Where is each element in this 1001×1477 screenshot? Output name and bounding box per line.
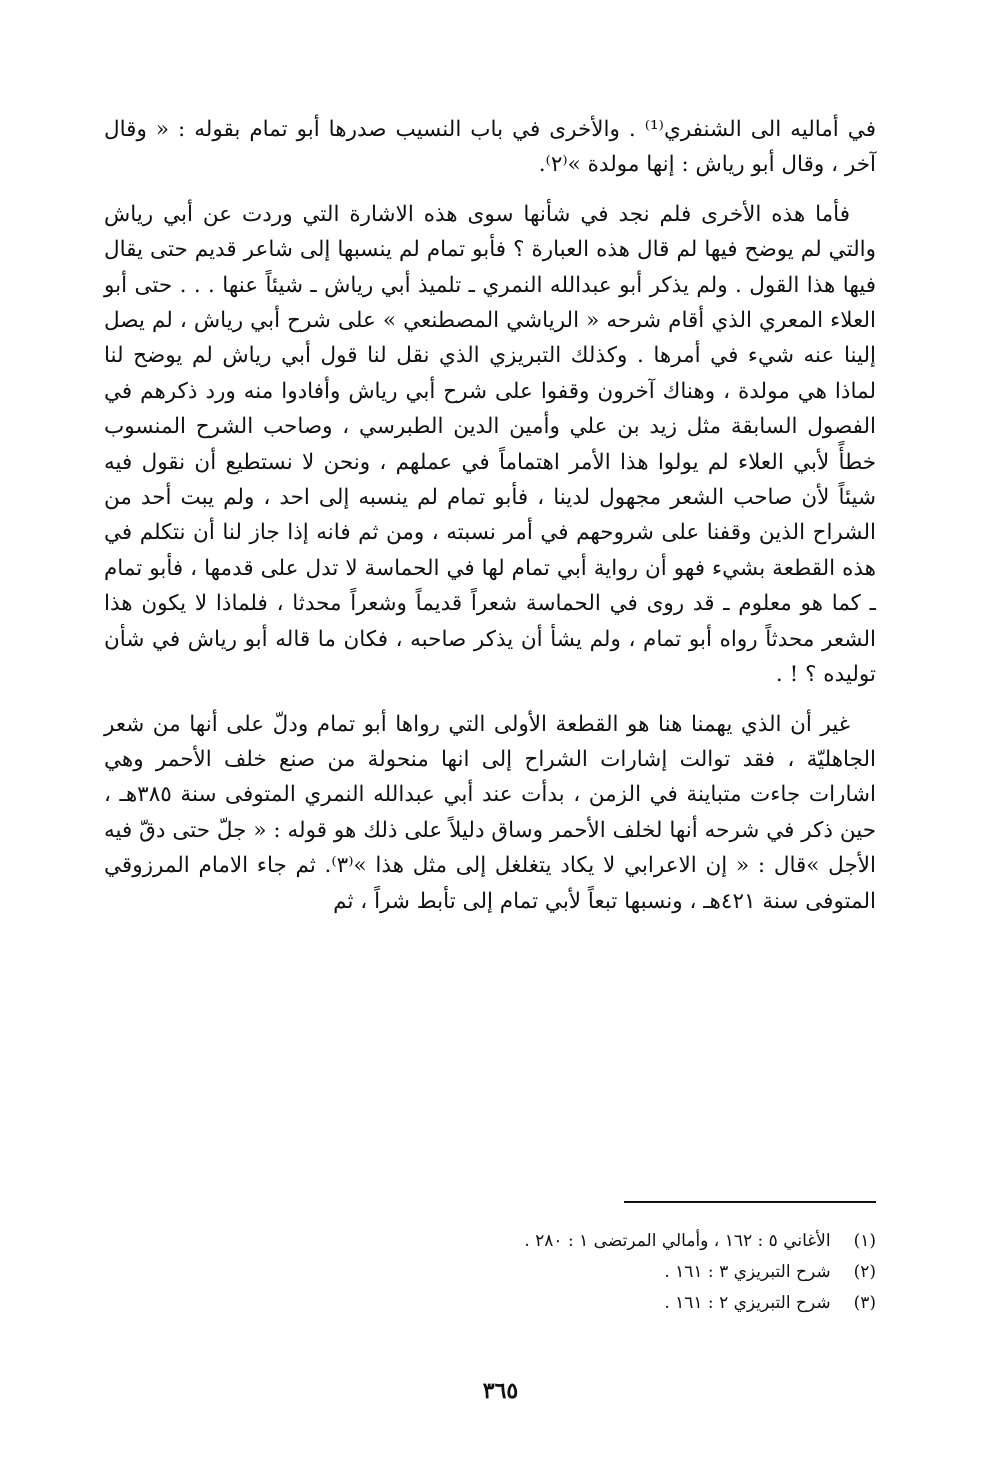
footnote-number: (٢) bbox=[853, 1262, 876, 1282]
footnote-text: شرح التبريزي ٣ : ١٦١ . bbox=[664, 1262, 831, 1282]
footnote-item bbox=[104, 1226, 876, 1257]
footnote-item bbox=[104, 1257, 876, 1288]
page-number: ٣٦٥ bbox=[482, 1378, 519, 1404]
footnote-item bbox=[104, 1288, 876, 1319]
paragraph: غير أن الذي يهمنا هنا هو القطعة الأولى التي رواها أبو تمام ودلّ على أنها من شعر الجاهليّة ، فقد توالت إشارات الشراح إلى انها منحولة من صنع خلف الأحمر وهي اشارات جاءت متباينة في الزمن ، بدأت عند أبي عبدالله النمري المتوفى سنة ٣٨٥هـ ، حين ذكر في شرحه أنها لخلف الأحمر وساق دليلاً على ذلك هو قوله : « جلّ حتى دقّ فيه الأجل »قال : « إن الاعرابي لا يكاد يتغلغل إلى مثل هذا »⁽٣⁾. ثم جاء الامام المرزوقي المتوفى سنة ٤٢١هـ ، ونسبها تبعاً لأبي تمام إلى تأبط شراً ، ثم bbox=[104, 711, 876, 914]
main-text bbox=[104, 112, 876, 919]
paragraph-continuation: في أماليه الى الشنفري⁽¹⁾ . والأخرى في باب النسيب صدرها أبو تمام بقوله : « وقال آخر ، وقال أبو رياش : إنها مولدة »⁽٢⁾. bbox=[104, 117, 876, 178]
paragraph: فأما هذه الأخرى فلم نجد في شأنها سوى هذه الاشارة التي وردت عن أبي رياش والتي لم يوضح فيها لم قال هذه العبارة ؟ فأبو تمام لم ينسبها إلى شاعر قديم حتى يقال فيها هذا القول . ولم يذكر أبو عبدالله النمري ـ تلميذ أبي رياش ـ شيئاً عنها . . . حتى أبو العلاء المعري الذي أقام شرحه « الرياشي المصطنعي » على شرح أبي رياش ، لم يصل إلينا عنه شيء في أمرها . وكذلك التبريزي الذي نقل لنا قول أبي رياش لم يوضح لنا لماذا هي مولدة ، وهناك آخرون وقفوا على شرح أبي رياش وأفادوا منه ورد ذكرهم في الفصول السابقة مثل زيد بن علي وأمين الدين الطبرسي ، وصاحب الشرح المنسوب خطأً لأبي العلاء لم يولوا هذا الأمر اهتماماً في عملهم ، ونحن لا نستطيع أن نقول فيه شيئاً لأن صاحب الشعر مجهول لدينا ، فأبو تمام لم ينسبه إلى احد ، ولم يبت أحد من الشراح الذين وقفنا على شروحهم في أمر نسبته ، ومن ثم فانه إذا جاز لنا أن نتكلم في هذه القطعة بشيء فهو أن رواية أبي تمام لها في الحماسة لا تدل على قدمها ، فأبو تمام ـ كما هو معلوم ـ قد روى في الحماسة شعراً قديماً وشعراً محدثا ، فلماذا لا يكون هذا الشعر محدثاً رواه أبو تمام ، ولم يشأ أن يذكر صاحبه ، فكان ما قاله أبو رياش في شأن توليده ؟ ! . bbox=[104, 201, 876, 688]
footnotes-list bbox=[104, 1226, 876, 1319]
footnote-text: شرح التبريزي ٢ : ١٦١ . bbox=[664, 1293, 831, 1313]
footnote-text: الأغاني ٥ : ١٦٢ ، وأمالي المرتضى ١ : ٢٨٠ . bbox=[524, 1231, 831, 1251]
footnote-separator bbox=[624, 1201, 876, 1203]
footnote-number: (١) bbox=[853, 1231, 876, 1251]
footnote-number: (٣) bbox=[853, 1293, 876, 1313]
